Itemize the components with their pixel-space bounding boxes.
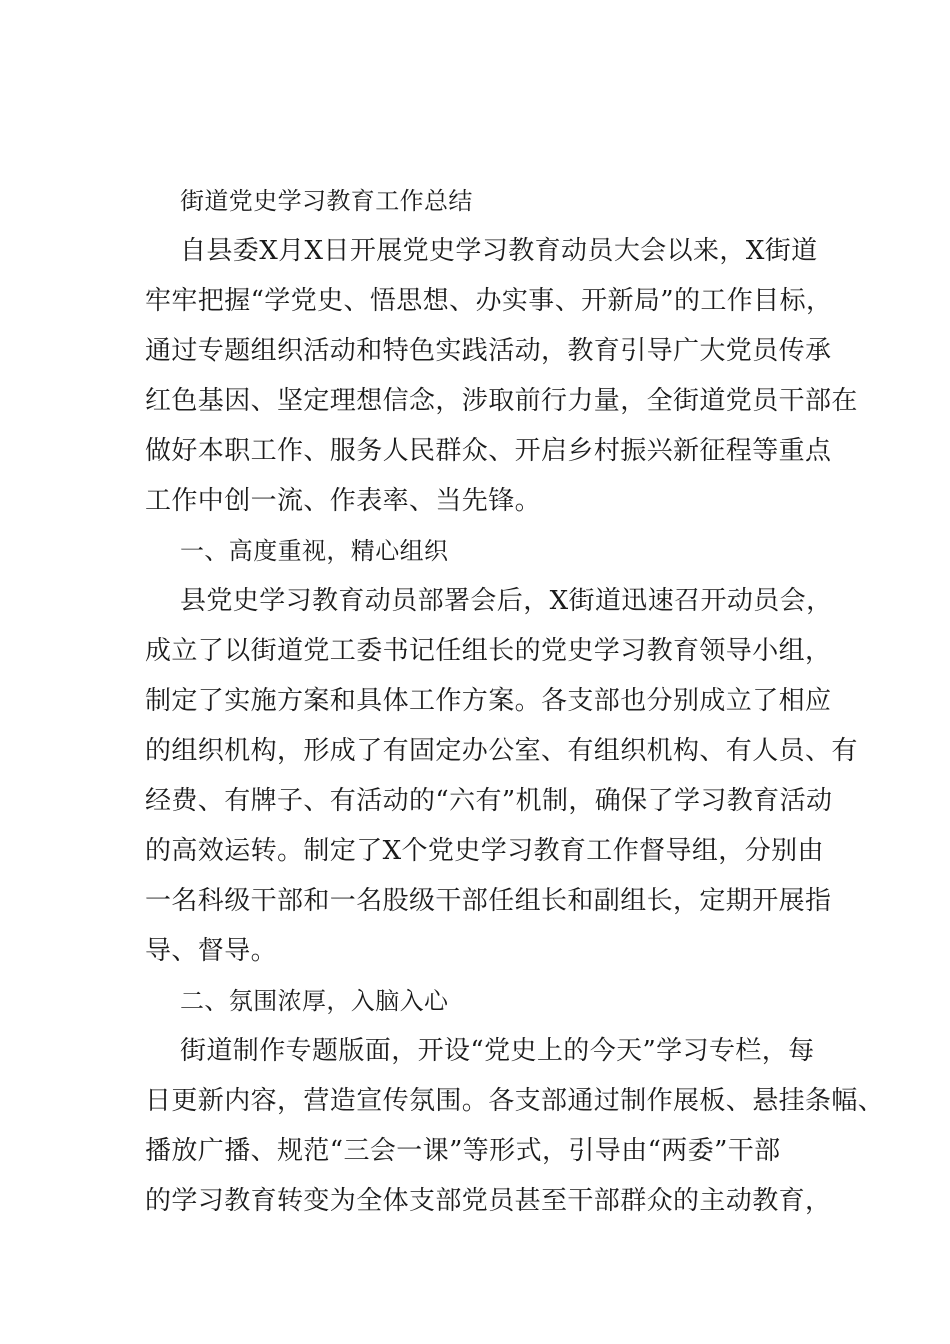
paragraph-1-line: 红色基因、坚定理想信念，涉取前行力量，全街道党员干部在 (145, 386, 858, 416)
paragraph-1-line: 通过专题组织活动和特色实践活动，教育引导广大党员传承 (145, 336, 832, 366)
paragraph-1-line: 自县委Ⅹ月Ⅹ日开展党史学习教育动员大会以来，Ⅹ街道 (180, 236, 818, 266)
paragraph-2-line: 一名科级干部和一名股级干部任组长和副组长，定期开展指 (145, 886, 832, 916)
paragraph-1-line: 牢牢把握“学党史、悟思想、办实事、开新局”的工作目标， (145, 286, 833, 316)
paragraph-3-line: 的学习教育转变为全体支部党员甚至干部群众的主动教育， (145, 1186, 832, 1216)
document-title: 街道党史学习教育工作总结 (180, 187, 473, 215)
paragraph-1-line: 做好本职工作、服务人民群众、开启乡村振兴新征程等重点 (145, 436, 832, 466)
paragraph-2-line: 的高效运转。制定了Ⅹ个党史学习教育工作督导组，分别由 (145, 836, 824, 866)
paragraph-2-line: 成立了以街道党工委书记任组长的党史学习教育领导小组， (145, 636, 832, 666)
paragraph-2-line: 导、督导。 (145, 936, 278, 966)
document-body (145, 176, 885, 1226)
paragraph-3-line: 播放广播、规范“三会一课”等形式，引导由“两委”干部 (145, 1136, 781, 1166)
paragraph-2-line: 县党史学习教育动员部署会后，Ⅹ街道迅速召开动员会， (180, 586, 833, 616)
paragraph-2-line: 经费、有牌子、有活动的“六有”机制，确保了学习教育活动 (145, 786, 833, 816)
paragraph-2-line: 制定了实施方案和具体工作方案。各支部也分别成立了相应 (145, 686, 832, 716)
paragraph-1-line: 工作中创一流、作表率、当先锋。 (145, 486, 542, 516)
section-heading-1: 一、高度重视，精心组织 (180, 537, 449, 565)
section-heading-2: 二、氛围浓厚，入脑入心 (180, 987, 449, 1015)
paragraph-3-line: 日更新内容，营造宣传氛围。各支部通过制作展板、悬挂条幅、 (145, 1086, 885, 1116)
paragraph-3-line: 街道制作专题版面，开设“党史上的今天”学习专栏，每 (180, 1036, 815, 1066)
paragraph-2-line: 的组织机构，形成了有固定办公室、有组织机构、有人员、有 (145, 736, 858, 766)
